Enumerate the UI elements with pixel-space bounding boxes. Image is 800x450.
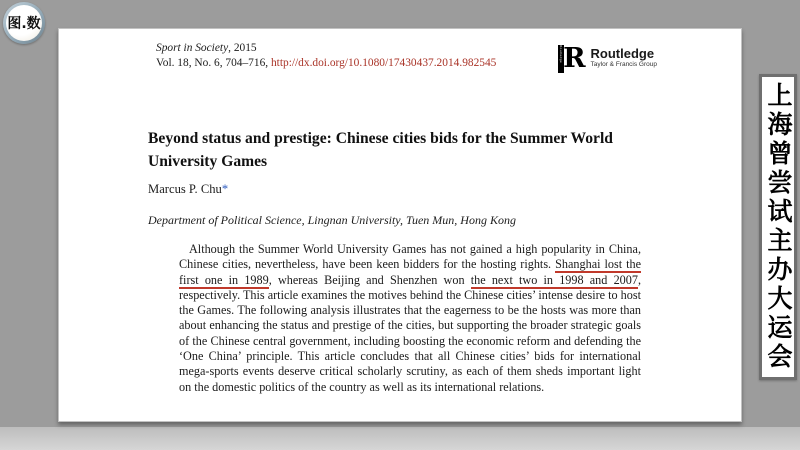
routledge-monogram-icon — [558, 45, 585, 73]
author-name: Marcus P. Chu — [148, 182, 222, 196]
paper-title: Beyond status and prestige: Chinese cities bids for the Summer World University Games — [148, 130, 613, 170]
bottom-strip — [0, 427, 800, 450]
volume-info: Vol. 18, No. 6, 704–716, — [156, 57, 271, 69]
subtitle-banner — [759, 74, 797, 380]
paper-header — [156, 41, 657, 73]
abstract — [179, 242, 641, 395]
subtitle-text: 上海曾尝试主办大运会 — [764, 82, 793, 372]
journal-name-line — [156, 41, 496, 56]
journal-volume-line — [156, 56, 496, 71]
author-asterisk: * — [221, 182, 229, 196]
red-underline-highlight: Shanghai lost the first one in 1989 — [179, 257, 642, 287]
journal-year: , 2015 — [228, 42, 257, 54]
affiliation: Department of Political Science, Lingnan University, Tuen Mun, Hong Kong — [148, 213, 516, 227]
abstract-text: , whereas Beijing and Shenzhen won — [268, 272, 471, 287]
publisher-text — [591, 47, 657, 69]
routledge-logo — [558, 45, 657, 73]
channel-logo-text: 图.数 — [7, 16, 41, 32]
routledge-r-letter: R — [563, 43, 586, 74]
publisher-name: Routledge — [590, 46, 655, 61]
channel-logo-inner — [6, 5, 42, 41]
abstract-text: , respectively. This article examines the motives behind the Chinese cities’ intense desire to host the Games. The following analysis illustrates that the eagerness to be the hosts was more than about enhancing the status and prestige of the cities, but supporting the broader strategic goals of the Chinese central government, including boosting the economic reform and defending the ‘One China’ principle. This article concludes that all Chinese cities’ bids for international mega-sports events deserve critical scholarly scrutiny, as each of them sheds important light on the domestic politics of the country as well as its international relations. — [179, 272, 641, 394]
paper-page — [58, 28, 742, 422]
channel-logo-badge — [3, 2, 45, 44]
author-line — [148, 182, 228, 197]
publisher-tagline: Taylor & Francis Group — [590, 61, 657, 68]
routledge-vertical-text: Routledge — [558, 45, 564, 73]
doi-link[interactable]: http://dx.doi.org/10.1080/17430437.2014.982545 — [270, 57, 497, 69]
journal-name: Sport in Society — [156, 42, 229, 54]
red-underline-highlight: the next two in 1998 and 2007 — [470, 272, 638, 287]
abstract-text: Although the Summer World University Games has not gained a high popularity in China, Chinese cities, nevertheless, have been keen bidders for the hosting rights. — [179, 242, 641, 272]
journal-info — [156, 41, 496, 71]
